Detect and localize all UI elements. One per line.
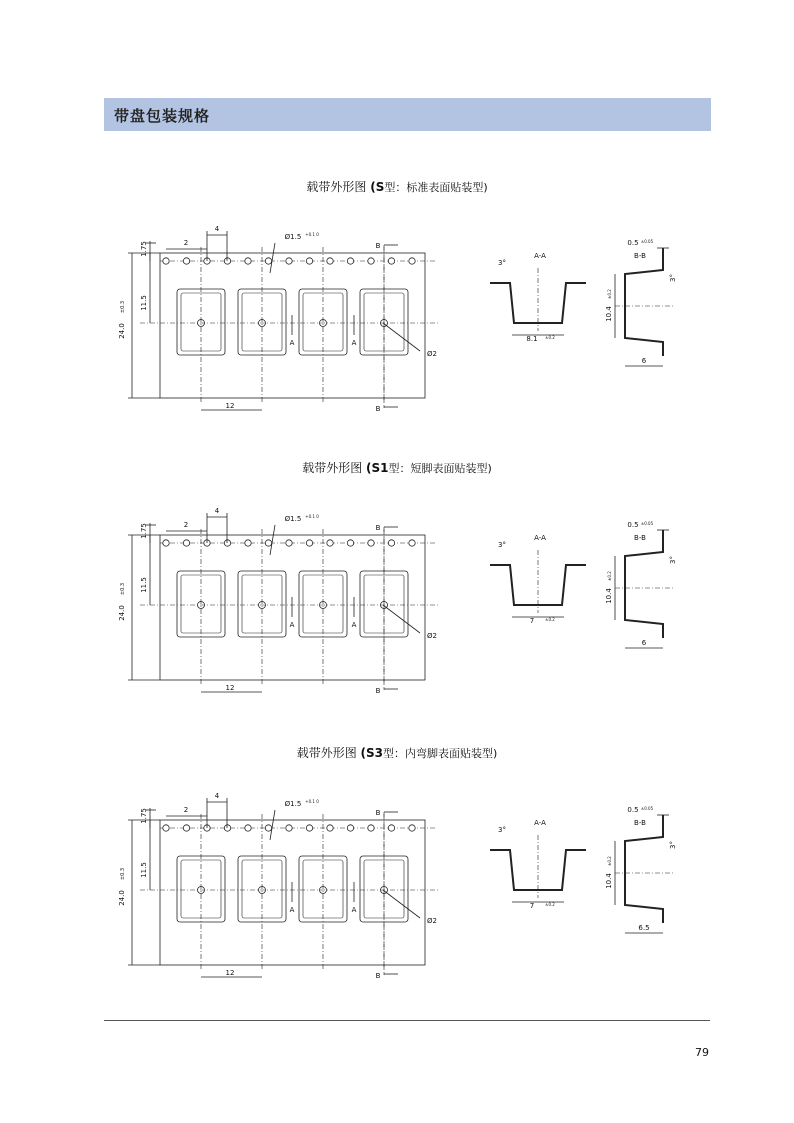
bb-depth-label: 10.4 [605, 306, 613, 322]
section-b-label: B [375, 809, 381, 817]
bb-depth-tol: ±0.2 [607, 856, 612, 866]
tape-drawing [0, 790, 794, 1020]
page-number: 79 [695, 1046, 709, 1059]
sprocket-hole [347, 825, 353, 831]
bb-width-label: 6 [641, 357, 647, 365]
hole-tol-label: +0.1 0 [305, 514, 319, 519]
aa-width-label: 7 [529, 902, 535, 910]
section-title [0, 459, 794, 476]
tape-width-tol: ±0.3 [120, 582, 126, 596]
pocket-hole-label: Ø2 [427, 632, 437, 640]
tape-drawing-section-s3 [0, 740, 794, 1030]
sprocket-hole [224, 540, 230, 546]
sprocket-hole [265, 825, 271, 831]
sprocket-hole [368, 258, 374, 264]
sprocket-hole [245, 540, 251, 546]
tape-width-label: 24.0 [118, 605, 126, 621]
section-b-label: B [375, 687, 381, 695]
aa-section-label: A-A [534, 252, 546, 260]
section-title-desc: 型：短脚表面贴装型) [388, 462, 492, 475]
bb-thickness-label: 0.5 [627, 521, 639, 529]
bb-thickness-tol: ±0.05 [640, 239, 654, 244]
bb-thickness-tol: ±0.05 [640, 521, 654, 526]
bb-thickness-label: 0.5 [627, 239, 639, 247]
bb-width-label: 6 [641, 639, 647, 647]
sprocket-hole [368, 825, 374, 831]
tape-drawing [0, 223, 794, 453]
tape-width-tol: ±0.3 [120, 867, 126, 881]
pocket-center-label: 11.5 [140, 295, 148, 311]
sprocket-hole [306, 825, 312, 831]
tape-drawing [0, 505, 794, 735]
hole-pitch-label: 2 [183, 239, 189, 247]
hole-dia-leader [270, 525, 275, 555]
small-pitch-label: 4 [214, 507, 220, 515]
sprocket-hole [388, 540, 394, 546]
hole-dia-label: Ø1.5 [284, 800, 302, 808]
sprocket-hole [286, 825, 292, 831]
section-b-label: B [375, 972, 381, 980]
section-a-label: A [289, 621, 295, 629]
sprocket-hole [183, 258, 189, 264]
section-title [0, 178, 794, 195]
section-b-label: B [375, 405, 381, 413]
sprocket-hole [306, 540, 312, 546]
sprocket-hole [286, 540, 292, 546]
sprocket-hole [183, 540, 189, 546]
sprocket-hole [368, 540, 374, 546]
hole-tol-label: +0.1 0 [305, 232, 319, 237]
sprocket-hole [224, 258, 230, 264]
pocket-hole-leader [383, 605, 420, 633]
pocket-hole-label: Ø2 [427, 917, 437, 925]
hole-dia-leader [270, 810, 275, 840]
hole-dia-label: Ø1.5 [284, 515, 302, 523]
bb-depth-tol: ±0.2 [607, 571, 612, 581]
section-a-label: A [351, 621, 357, 629]
bb-section-profile [625, 248, 663, 356]
section-title-prefix: 载带外形图 [306, 180, 367, 194]
sprocket-hole [286, 258, 292, 264]
bb-depth-label: 10.4 [605, 873, 613, 889]
tape-drawing-section-s [0, 173, 794, 463]
aa-angle-label: 3° [498, 259, 506, 267]
pocket-pitch-label: 12 [225, 684, 235, 692]
sprocket-hole [163, 540, 169, 546]
sprocket-hole [409, 540, 415, 546]
section-title-prefix: 载带外形图 [302, 461, 363, 475]
tape-width-tol: ±0.3 [120, 300, 126, 314]
aa-angle-label: 3° [498, 826, 506, 834]
sprocket-hole [163, 825, 169, 831]
sprocket-hole [347, 258, 353, 264]
aa-section-label: A-A [534, 534, 546, 542]
sprocket-hole [327, 825, 333, 831]
sprocket-hole [224, 825, 230, 831]
bb-thickness-tol: ±0.05 [640, 806, 654, 811]
section-title-desc: 型：内弯脚表面贴装型) [383, 747, 498, 760]
tape-width-label: 24.0 [118, 890, 126, 906]
bb-section-profile [625, 530, 663, 638]
sprocket-hole [347, 540, 353, 546]
sprocket-hole [245, 258, 251, 264]
tape-outline [160, 535, 425, 680]
sprocket-hole [388, 825, 394, 831]
bb-section-label: B-B [634, 819, 646, 827]
section-title-code: (S1 [366, 461, 389, 475]
sprocket-hole [327, 540, 333, 546]
footer-rule [104, 1020, 710, 1021]
bb-depth-tol: ±0.2 [607, 289, 612, 299]
aa-section-label: A-A [534, 819, 546, 827]
section-header-band [104, 98, 711, 131]
pocket-hole-leader [383, 323, 420, 351]
sprocket-hole [265, 540, 271, 546]
aa-angle-label: 3° [498, 541, 506, 549]
sprocket-hole [265, 258, 271, 264]
sprocket-hole [163, 258, 169, 264]
bb-angle-label: 3° [669, 556, 677, 564]
small-pitch-label: 4 [214, 792, 220, 800]
bb-depth-label: 10.4 [605, 588, 613, 604]
aa-width-tol: ±0.2 [545, 902, 555, 907]
bb-angle-label: 3° [669, 841, 677, 849]
aa-width-tol: ±0.2 [545, 335, 555, 340]
sprocket-hole [409, 258, 415, 264]
section-title-code: (S3 [360, 746, 384, 760]
hole-dia-label: Ø1.5 [284, 233, 302, 241]
section-a-label: A [289, 906, 295, 914]
bb-section-label: B-B [634, 252, 646, 260]
bb-section-profile [625, 815, 663, 923]
section-a-label: A [351, 906, 357, 914]
bb-section-label: B-B [634, 534, 646, 542]
sprocket-hole [409, 825, 415, 831]
page-title: 带盘包装规格 [114, 107, 211, 125]
bb-width-label: 6.5 [638, 924, 650, 932]
section-b-label: B [375, 524, 381, 532]
sprocket-hole [327, 258, 333, 264]
section-title-desc: 型：标准表面贴装型) [384, 181, 488, 194]
edge-to-hole-label: 1.75 [140, 241, 148, 257]
edge-to-hole-label: 1.75 [140, 808, 148, 824]
sprocket-hole [306, 258, 312, 264]
section-title [0, 744, 794, 761]
bb-thickness-label: 0.5 [627, 806, 639, 814]
edge-to-hole-label: 1.75 [140, 523, 148, 539]
aa-width-label: 7 [529, 617, 535, 625]
section-a-label: A [289, 339, 295, 347]
tape-outline [160, 820, 425, 965]
aa-width-label: 8.1 [526, 335, 538, 343]
pocket-center-label: 11.5 [140, 577, 148, 593]
hole-pitch-label: 2 [183, 521, 189, 529]
tape-outline [160, 253, 425, 398]
hole-pitch-label: 2 [183, 806, 189, 814]
sprocket-hole [388, 258, 394, 264]
pocket-hole-label: Ø2 [427, 350, 437, 358]
sprocket-hole [245, 825, 251, 831]
small-pitch-label: 4 [214, 225, 220, 233]
section-a-label: A [351, 339, 357, 347]
section-b-label: B [375, 242, 381, 250]
sprocket-hole [183, 825, 189, 831]
bb-angle-label: 3° [669, 274, 677, 282]
aa-width-tol: ±0.2 [545, 617, 555, 622]
tape-drawing-section-s1 [0, 455, 794, 745]
pocket-center-label: 11.5 [140, 862, 148, 878]
hole-dia-leader [270, 243, 275, 273]
pocket-hole-leader [383, 890, 420, 918]
pocket-pitch-label: 12 [225, 969, 235, 977]
pocket-pitch-label: 12 [225, 402, 235, 410]
section-title-prefix: 载带外形图 [296, 746, 357, 760]
section-title-code: (S [370, 180, 385, 194]
hole-tol-label: +0.1 0 [305, 799, 319, 804]
tape-width-label: 24.0 [118, 323, 126, 339]
